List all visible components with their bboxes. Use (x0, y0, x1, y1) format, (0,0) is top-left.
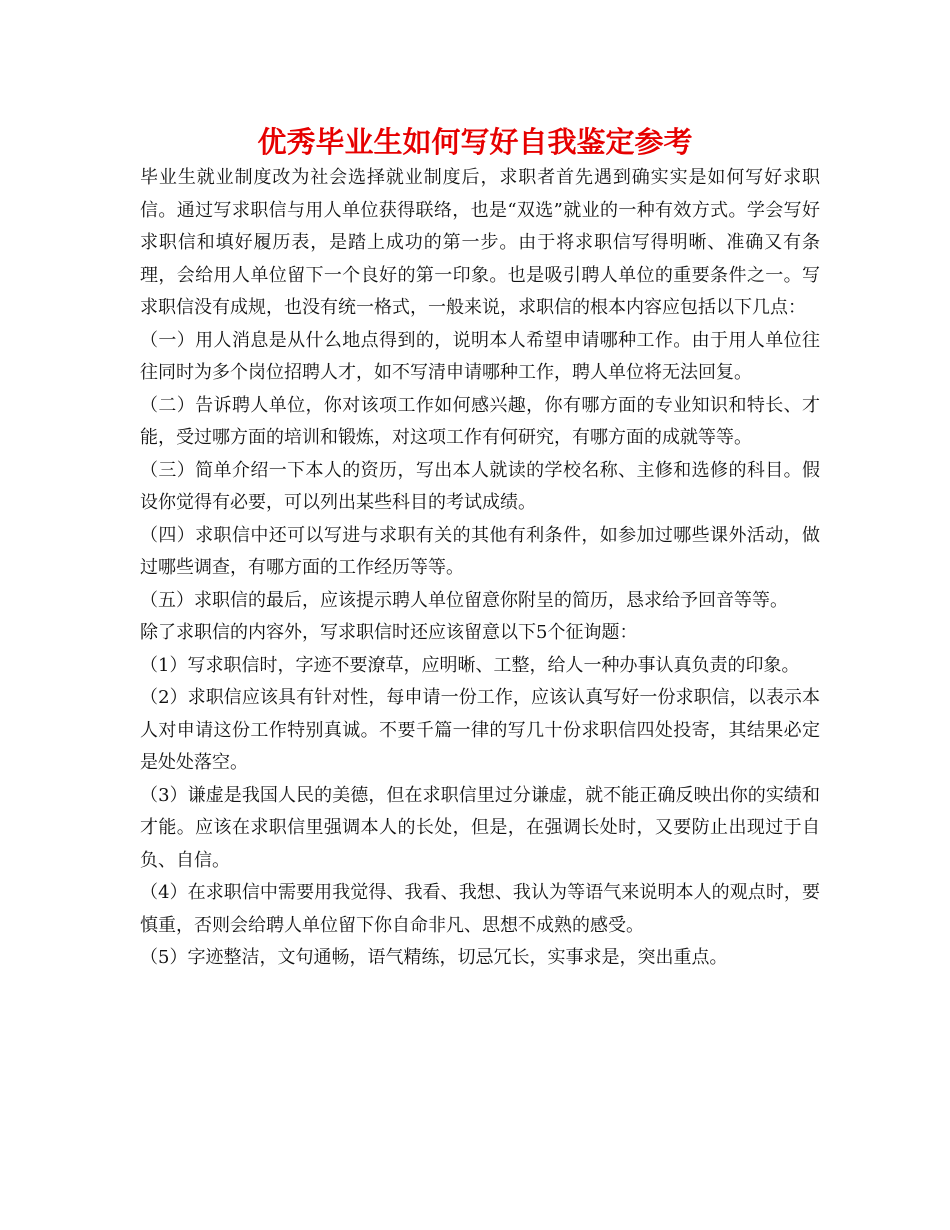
paragraph-notes-intro: 除了求职信的内容外，写求职信时还应该留意以下5个征询题： (140, 622, 638, 643)
paragraph-note-2: （2）求职信应该具有针对性，每申请一份工作，应该认真写好一份求职信，以表示本人对申请这份工作特别真诚。不要千篇一律的写几十份求职信四处投寄，其结果必定是处处落空。 (140, 687, 820, 773)
paragraph-point-4: （四）求职信中还可以写进与求职有关的其他有利条件，如参加过哪些课外活动，做过哪些调查，有哪方面的工作经历等等。 (140, 524, 820, 578)
paragraph-point-1: （一）用人消息是从什么地点得到的，说明本人希望申请哪种工作。由于用人单位往往同时为多个岗位招聘人才，如不写清申请哪种工作，聘人单位将无法回复。 (140, 329, 820, 383)
paragraph-note-4: （4）在求职信中需要用我觉得、我看、我想、我认为等语气来说明本人的观点时，要慎重，否则会给聘人单位留下你自命非凡、思想不成熟的感受。 (140, 882, 820, 936)
paragraph-intro: 毕业生就业制度改为社会选择就业制度后，求职者首先遇到确实实是如何写好求职信。通过写求职信与用人单位获得联络，也是“双选”就业的一种有效方式。学会写好求职信和填好履历表，是踏上成功的第一步。由于将求职信写得明晰、准确又有条理，会给用人单位留下一个良好的第一印象。也是吸引聘人单位的重要条件之一。写求职信没有成规，也没有统一格式，一般来说，求职信的根本内容应包括以下几点： (140, 167, 820, 318)
paragraph-point-5: （五）求职信的最后，应该提示聘人单位留意你附呈的简历，恳求给予回音等等。 (140, 589, 788, 611)
paragraph-note-3: （3）谦虚是我国人民的美德，但在求职信里过分谦虚，就不能正确反映出你的实绩和才能。应该在求职信里强调本人的长处，但是，在强调长处时，又要防止出现过于自负、自信。 (140, 784, 820, 871)
document-title: 优秀毕业生如何写好自我鉴定参考 (257, 125, 693, 159)
paragraph-note-1: （1）写求职信时，字迹不要潦草，应明晰、工整，给人一种办事认真负责的印象。 (140, 654, 800, 676)
paragraph-point-3: （三）简单介绍一下本人的资历，写出本人就读的学校名称、主修和选修的科目。假设你觉得有必要，可以列出某些科目的考试成绩。 (140, 459, 820, 513)
document-body (140, 162, 820, 975)
paragraph-note-5: （5）字迹整洁，文句通畅，语气精练，切忌冗长，实事求是，突出重点。 (140, 947, 728, 968)
paragraph-point-2: （二）告诉聘人单位，你对该项工作如何感兴趣，你有哪方面的专业知识和特长、才能，受过哪方面的培训和锻炼，对这项工作有何研究，有哪方面的成就等等。 (140, 394, 820, 448)
